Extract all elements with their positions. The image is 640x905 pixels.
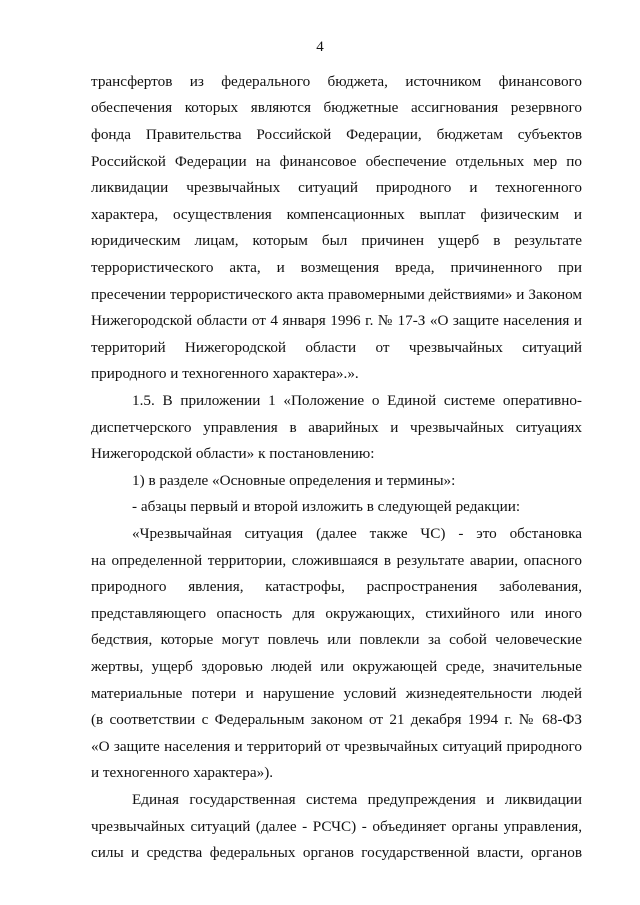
text-line: фонда Правительства Российской Федерации, бюджетам субъектов xyxy=(91,126,582,143)
text-line: материальные потери и нарушение условий жизнедеятельности людей xyxy=(91,685,582,702)
paragraph-first-line: 1.5. В приложении 1 «Положение о Единой системе оперативно- xyxy=(132,392,582,409)
text-line: и техногенного характера»). xyxy=(91,764,274,781)
text-line: Нижегородской области от 4 января 1996 г. № 17-З «О защите населения и xyxy=(91,312,582,329)
paragraph-first-line: Единая государственная система предупреждения и ликвидации xyxy=(132,791,582,808)
paragraph-first-line: 1) в разделе «Основные определения и термины»: xyxy=(132,472,456,489)
text-line: трансфертов из федерального бюджета, источником финансового xyxy=(91,73,582,90)
text-line: ликвидации чрезвычайных ситуаций природного и техногенного xyxy=(91,179,582,196)
text-line: жертвы, ущерб здоровью людей или окружающей среде, значительные xyxy=(91,658,582,675)
text-line: (в соответствии с Федеральным законом от 21 декабря 1994 г. № 68-ФЗ xyxy=(91,711,582,728)
text-line: бедствия, которые могут повлечь или повлекли за собой человеческие xyxy=(91,631,582,648)
text-line: «О защите населения и территорий от чрезвычайных ситуаций природного xyxy=(91,738,582,755)
paragraph-first-line: - абзацы первый и второй изложить в следующей редакции: xyxy=(132,498,521,515)
text-line: представляющего опасность для окружающих, стихийного или иного xyxy=(91,605,582,622)
text-line: природного явления, катастрофы, распространения заболевания, xyxy=(91,578,582,595)
text-line: пресечении террористического акта правомерными действиями» и Законом xyxy=(91,286,582,303)
text-line: юридическим лицам, которым был причинен ущерб в результате xyxy=(91,232,582,249)
text-line: природного и техногенного характера».». xyxy=(91,365,359,382)
text-line: обеспечения которых являются бюджетные ассигнования резервного xyxy=(91,99,582,116)
text-line: характера, осуществления компенсационных выплат физическим и xyxy=(91,206,582,223)
text-line: Российской Федерации на финансовое обеспечение отдельных мер по xyxy=(91,153,582,170)
text-line: Нижегородской области» к постановлению: xyxy=(91,445,375,462)
text-line: диспетчерского управления в аварийных и чрезвычайных ситуациях xyxy=(91,419,582,436)
paragraph-first-line: «Чрезвычайная ситуация (далее также ЧС) - это обстановка xyxy=(132,525,582,542)
text-line: чрезвычайных ситуаций (далее - РСЧС) - объединяет органы управления, xyxy=(91,818,582,835)
page-number: 4 xyxy=(316,39,324,55)
text-line: террористического акта, и возмещения вреда, причиненного при xyxy=(91,259,582,276)
text-line: силы и средства федеральных органов государственной власти, органов xyxy=(91,844,582,861)
text-line: на определенной территории, сложившаяся в результате аварии, опасного xyxy=(91,552,582,569)
text-line: территорий Нижегородской области от чрезвычайных ситуаций xyxy=(91,339,582,356)
